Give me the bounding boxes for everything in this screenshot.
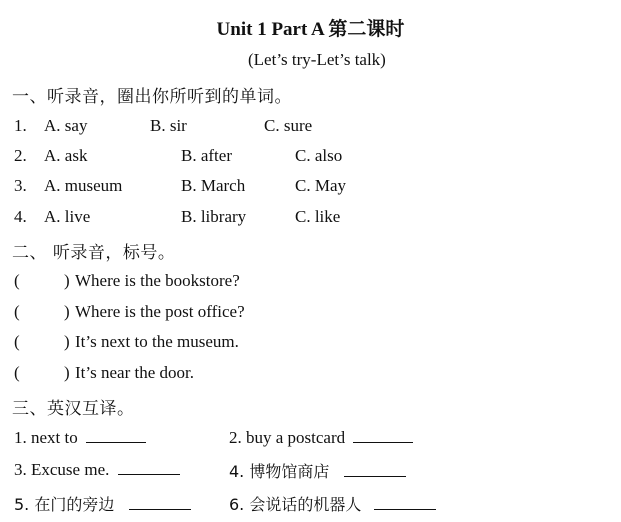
option-a[interactable]: A. say [44, 116, 88, 135]
option-a[interactable]: A. live [44, 207, 91, 226]
option-c[interactable]: C. May [295, 176, 346, 195]
answer-blank[interactable] [353, 427, 413, 443]
question-number: 1. [14, 116, 27, 135]
option-b[interactable]: B. library [181, 207, 247, 226]
translate-prompt: 1. next to [14, 428, 78, 447]
open-paren[interactable]: ( [14, 302, 20, 321]
answer-blank[interactable] [374, 494, 436, 510]
answer-blank[interactable] [344, 461, 406, 477]
translate-prompt: 3. Excuse me. [14, 460, 110, 479]
worksheet-title: Unit 1 Part A 第二课时 [216, 19, 405, 40]
worksheet-subtitle: (Let’s try-Let’s talk) [248, 50, 386, 69]
option-b[interactable]: B. March [181, 176, 246, 195]
sentence-text: Where is the post office? [75, 302, 245, 321]
answer-blank[interactable] [118, 459, 180, 475]
translate-item [229, 492, 436, 515]
translate-prompt: 6. 会说话的机器人 [229, 495, 362, 514]
translate-prompt: 4. 博物馆商店 [229, 462, 330, 481]
answer-blank[interactable] [129, 494, 191, 510]
close-paren: ) [64, 271, 70, 290]
translate-prompt: 2. buy a postcard [229, 428, 346, 447]
close-paren: ) [64, 332, 70, 351]
section3-heading: 三、英汉互译。 [12, 399, 135, 419]
translate-prompt: 5. 在门的旁边 [14, 495, 115, 514]
option-c[interactable]: C. like [295, 207, 341, 226]
question-number: 4. [14, 207, 27, 226]
translate-item [14, 427, 146, 448]
option-c[interactable]: C. sure [264, 116, 313, 135]
section2-heading: 二、 听录音，标号。 [12, 243, 176, 263]
option-a[interactable]: A. museum [44, 176, 123, 195]
translate-item [229, 427, 413, 448]
open-paren[interactable]: ( [14, 332, 20, 351]
question-number: 2. [14, 146, 27, 165]
question-number: 3. [14, 176, 27, 195]
answer-blank[interactable] [86, 427, 146, 443]
option-c[interactable]: C. also [295, 146, 343, 165]
close-paren: ) [64, 302, 70, 321]
sentence-text: It’s near the door. [75, 363, 194, 382]
option-b[interactable]: B. after [181, 146, 232, 165]
translate-item [229, 459, 406, 482]
sentence-text: It’s next to the museum. [75, 332, 239, 351]
open-paren[interactable]: ( [14, 271, 20, 290]
option-b[interactable]: B. sir [150, 116, 187, 135]
translate-item [14, 492, 191, 515]
option-a[interactable]: A. ask [44, 146, 88, 165]
section1-heading: 一、听录音，圈出你所听到的单词。 [12, 87, 292, 107]
sentence-text: Where is the bookstore? [75, 271, 240, 290]
open-paren[interactable]: ( [14, 363, 20, 382]
translate-item [14, 459, 180, 480]
close-paren: ) [64, 363, 70, 382]
